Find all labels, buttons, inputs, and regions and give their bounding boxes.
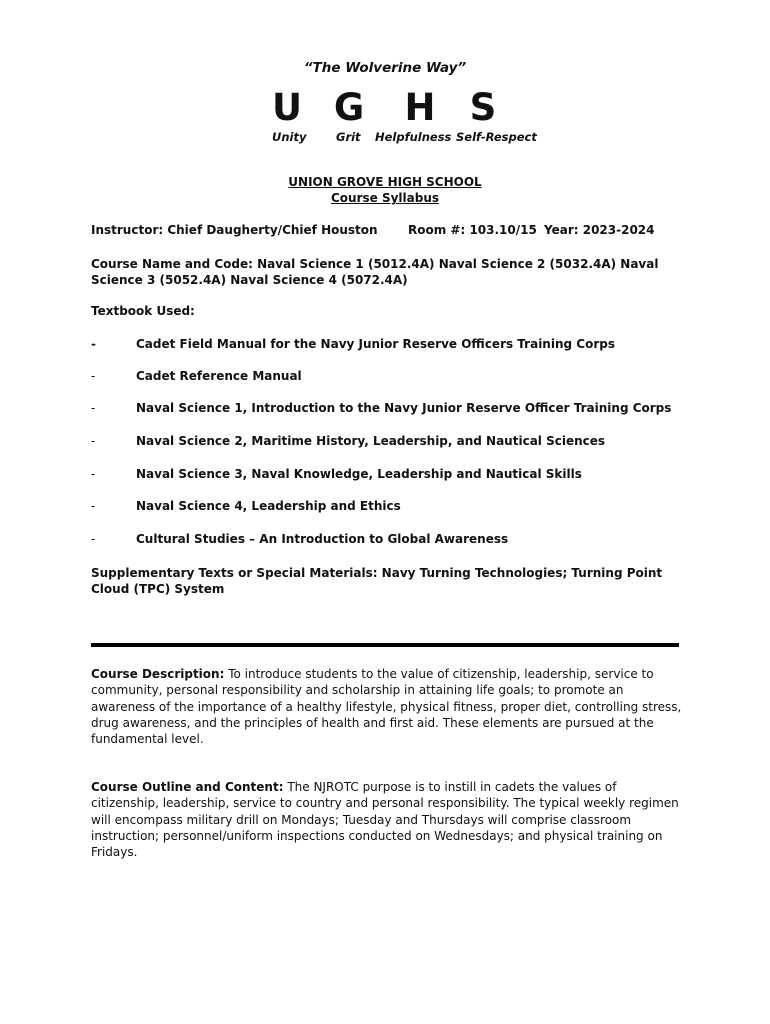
course-description-text: To introduce students to the value of citizenship, leadership, service to community, personal responsibility and scholarship in attaining life goals; to promote an awareness of the importance of a healthy lifestyle, physical fitness, proper diet, controlling stress, drug awareness, and the principles of health and first aid. These elements are pursued at the fundamental level. — [91, 667, 682, 747]
school-year: Year: 2023-2024 — [544, 223, 655, 237]
section-divider — [91, 643, 679, 647]
letter-h: H — [404, 86, 436, 129]
textbook-item: Naval Science 1, Introduction to the Navy Junior Reserve Officer Training Corps — [136, 401, 672, 415]
course-description-label: Course Description: — [91, 667, 225, 681]
course-description — [91, 666, 687, 747]
list-bullet: - — [91, 337, 96, 351]
list-bullet: - — [91, 401, 96, 415]
list-bullet: - — [91, 532, 96, 546]
letter-u: U — [271, 86, 303, 129]
list-bullet: - — [91, 434, 96, 448]
list-bullet: - — [91, 369, 96, 383]
instructor-line: Instructor: Chief Daugherty/Chief Houston — [91, 223, 378, 237]
letter-g: G — [333, 86, 365, 129]
document-title: Course Syllabus — [330, 191, 440, 205]
textbook-item: Naval Science 3, Naval Knowledge, Leadership and Nautical Skills — [136, 467, 582, 481]
room-number: Room #: 103.10/15 — [408, 223, 537, 237]
textbook-item: Cadet Field Manual for the Navy Junior Reserve Officers Training Corps — [136, 337, 615, 351]
list-bullet: - — [91, 467, 96, 481]
course-outline — [91, 779, 687, 860]
textbook-label: Textbook Used: — [91, 304, 195, 318]
list-bullet: - — [91, 499, 96, 513]
textbook-item: Cultural Studies – An Introduction to Global Awareness — [136, 532, 509, 546]
course-outline-text: The NJROTC purpose is to instill in cadets the values of citizenship, leadership, service to country and personal responsibility. The typical weekly regimen will encompass military drill on Mondays; Tuesday and Thursdays will comprise classroom instruction; personnel/uniform inspections conducted on Wednesdays; and physical training on Fridays. — [91, 780, 679, 860]
ughs-letters — [0, 86, 770, 130]
value-grit: Grit — [336, 130, 361, 144]
course-name-code: Course Name and Code: Naval Science 1 (5012.4A) Naval Science 2 (5032.4A) Naval Science 3 (5052.4A) Naval Science 4 (5072.4A) — [91, 257, 659, 288]
course-outline-label: Course Outline and Content: — [91, 780, 284, 794]
value-self-respect: Self-Respect — [456, 130, 537, 144]
value-helpfulness: Helpfulness — [375, 130, 452, 144]
supplementary-materials: Supplementary Texts or Special Materials: Navy Turning Technologies; Turning Point Cloud (TPC) System — [91, 566, 663, 597]
school-name: UNION GROVE HIGH SCHOOL — [288, 175, 482, 189]
letter-s: S — [469, 86, 497, 129]
textbook-item: Naval Science 4, Leadership and Ethics — [136, 499, 401, 513]
textbook-item: Naval Science 2, Maritime History, Leadership, and Nautical Sciences — [136, 434, 606, 448]
value-unity: Unity — [272, 130, 307, 144]
textbook-item: Cadet Reference Manual — [136, 369, 302, 383]
school-motto: “The Wolverine Way” — [303, 60, 467, 76]
